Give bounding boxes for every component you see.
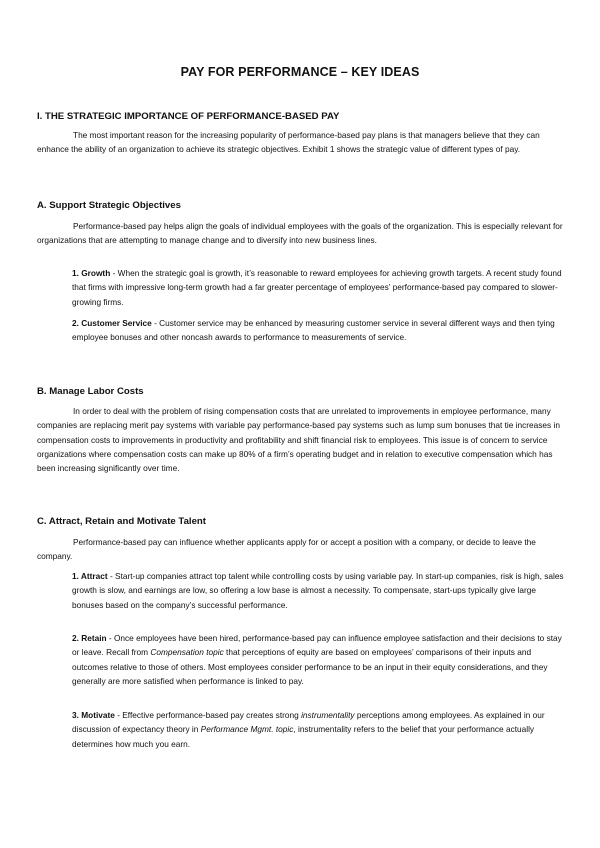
section-heading-manage-labor-costs: B. Manage Labor Costs [37,386,144,397]
list-item-retain [72,631,566,688]
item-label: 2. Customer Service [72,318,152,328]
document-title: PAY FOR PERFORMANCE – KEY IDEAS [180,65,420,79]
item-label: 2. Retain [72,633,107,643]
item-text: - Customer service may be enhanced by measuring customer service in several different ways and then tying employee bonuses and other noncash awards to performance to measurements of service. [72,318,555,343]
item-label: 3. Motivate [72,710,115,720]
section-heading-strategic-importance: I. THE STRATEGIC IMPORTANCE OF PERFORMANCE-BASED PAY [37,111,340,122]
paragraph-text: Performance-based pay helps align the goals of individual employees with the goals of the organization. This is especially relevant for organizations that are attempting to manage change and to diversify into new business lines. [37,221,563,246]
item-text: - Once employees have been hired, performance-based pay can influence employee satisfaction and their decisions to stay or leave. Recall from [72,633,562,658]
list-item-attract [72,569,566,612]
item-italic-text: Compensation topic [150,647,224,658]
item-text: - Effective performance-based pay creates strong [114,710,302,720]
paragraph-text: The most important reason for the increasing popularity of performance-based pay plans is that managers believe that they can enhance the ability of an organization to achieve its strategic objectives. Exhibit 1 shows the strategic value of different types of pay. [37,130,540,155]
section-paragraph [37,128,565,157]
list-item-growth [72,266,566,309]
list-item-customer-service [72,316,566,345]
item-text: , instrumentality refers to the belief that your performance actually determines how much you earn. [72,724,535,749]
section-paragraph [37,404,565,475]
item-text: - Start-up companies attract top talent while controlling costs by using variable pay. In start-up companies, risk is high, sales growth is slow, and earnings are low, so offering a low base is almost a necessity. To compensate, start-ups typically give large bonuses based on the company’s successful performance. [72,571,564,610]
item-italic-text: instrumentality [301,710,355,720]
paragraph-text: In order to deal with the problem of rising compensation costs that are unrelated to improvements in employee performance, many companies are replacing merit pay systems with variable pay performance-based pay systems such as lump sum bonuses that tie increases in compensation costs to improvements in productivity and profitability and shift financial risk to employees. This issue is of concern to service organizations where compensation costs can make up 80% of a firm’s operating budget and in relation to executive compensation which has been increasing significantly over time. [37,406,560,474]
section-heading-support-strategic-objectives: A. Support Strategic Objectives [37,200,181,211]
list-item-motivate [72,708,566,751]
section-paragraph [37,535,565,564]
section-paragraph [37,219,565,248]
item-label: 1. Attract [72,571,108,581]
item-text: that perceptions of equity are based on employees’ comparisons of their inputs and outcomes relative to those of others. Most employees consider performance to be an input in their equity considerations, and they generally are more satisfied when performance is linked to pay. [72,647,548,686]
item-italic-text: Performance Mgmt. topic [200,724,294,735]
item-text: - When the strategic goal is growth, it’s reasonable to reward employees for achieving growth targets. A recent study found that firms with impressive long-term growth had a far greater percentage of employees’ performance-based pay compared to slower-growing firms. [72,268,562,307]
section-heading-attract-retain-motivate: C. Attract, Retain and Motivate Talent [37,516,206,527]
paragraph-text: Performance-based pay can influence whether applicants apply for or accept a position with a company, or decide to leave the company. [37,537,536,562]
item-text: perceptions among employees. As explained in our discussion of expectancy theory in [72,710,545,735]
item-label: 1. Growth [72,268,111,278]
